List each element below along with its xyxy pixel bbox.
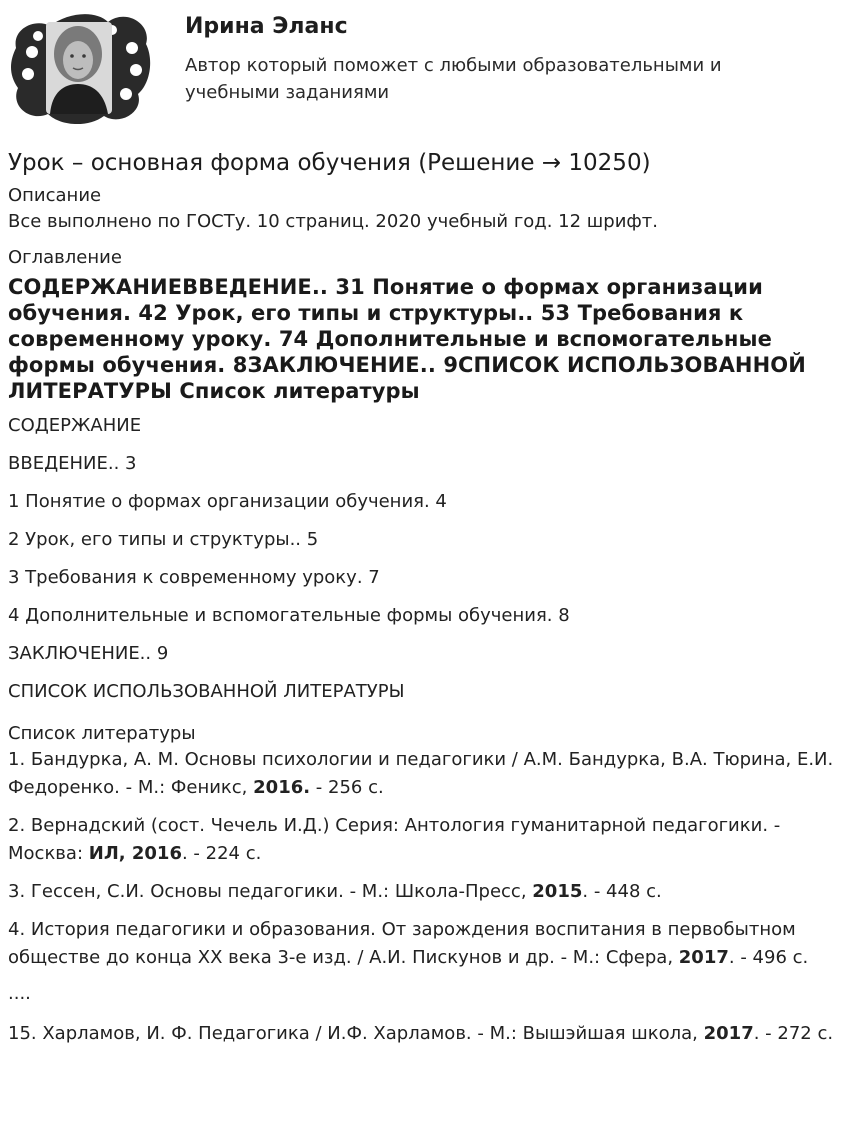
reference-item: 15. Харламов, И. Ф. Педагогика / И.Ф. Харламов. - М.: Вышэйшая школа, 2017. - 272 с. bbox=[8, 1023, 834, 1044]
toc-item: СПИСОК ИСПОЛЬЗОВАННОЙ ЛИТЕРАТУРЫ bbox=[8, 681, 405, 702]
toc-summary: СОДЕРЖАНИЕВВЕДЕНИЕ.. 31 Понятие о формах организации обучения. 42 Урок, его типы и структуры.. 53 Требования к современному уроку. 74 Дополнительные и вспомогательные формы обучения. 8ЗАКЛЮЧЕНИЕ.. 9СПИСОК ИСПОЛЬЗОВАННОЙ ЛИТЕРАТУРЫ Список литературы bbox=[8, 275, 806, 403]
toc-item: 2 Урок, его типы и структуры.. 5 bbox=[8, 529, 319, 550]
references-ellipsis: .... bbox=[8, 983, 31, 1004]
author-description: Автор который поможет с любыми образовательными и учебными заданиями bbox=[185, 55, 722, 103]
description-label: Описание bbox=[8, 185, 102, 206]
reference-item: 4. История педагогики и образования. От зарождения воспитания в первобытном обществе до конца XX века 3-е изд. / А.И. Пискунов и др. - М.: Сфера, 2017. - 496 с. bbox=[8, 919, 809, 968]
reference-item: 1. Бандурка, А. М. Основы психологии и педагогики / А.М. Бандурка, В.А. Тюрина, Е.И. Федоренко. - М.: Феникс, 2016. - 256 с. bbox=[8, 749, 834, 798]
document-content bbox=[8, 146, 840, 1058]
author-avatar[interactable] bbox=[8, 8, 153, 126]
toc-item: СОДЕРЖАНИЕ bbox=[8, 415, 142, 436]
literature-label: Список литературы bbox=[8, 723, 196, 744]
toc-item: 1 Понятие о формах организации обучения. 4 bbox=[8, 491, 447, 512]
toc-item: ЗАКЛЮЧЕНИЕ.. 9 bbox=[8, 643, 169, 664]
author-card bbox=[8, 8, 838, 126]
document-title: Урок – основная форма обучения (Решение → 10250) bbox=[8, 150, 651, 176]
toc-label: Оглавление bbox=[8, 247, 122, 268]
author-name[interactable]: Ирина Эланс bbox=[185, 14, 348, 39]
toc-item: ВВЕДЕНИЕ.. 3 bbox=[8, 453, 137, 474]
reference-item: 2. Вернадский (сост. Чечель И.Д.) Серия: Антология гуманитарной педагогики. - Москва: ИЛ, 2016. - 224 с. bbox=[8, 815, 781, 864]
description-text: Все выполнено по ГОСТу. 10 страниц. 2020 учебный год. 12 шрифт. bbox=[8, 211, 658, 232]
toc-item: 3 Требования к современному уроку. 7 bbox=[8, 567, 380, 588]
reference-item: 3. Гессен, С.И. Основы педагогики. - М.: Школа-Пресс, 2015. - 448 с. bbox=[8, 881, 662, 902]
toc-item: 4 Дополнительные и вспомогательные формы обучения. 8 bbox=[8, 605, 570, 626]
